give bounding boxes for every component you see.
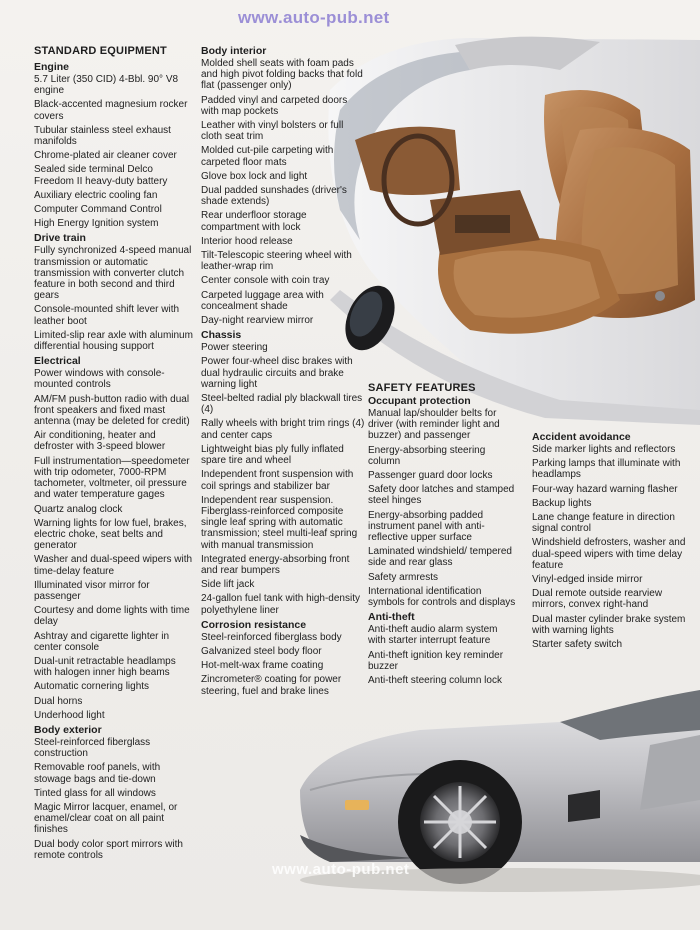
feature-item: Four-way hazard warning flasher	[532, 483, 678, 495]
feature-item: Sealed side terminal Delco Freedom II heavy-duty battery	[34, 164, 168, 187]
feature-item: 5.7 Liter (350 CID) 4-Bbl. 90° V8 engine	[34, 74, 179, 97]
feature-item: Energy-absorbing steering column	[368, 444, 486, 467]
feature-item: Removable roof panels, with stowage bags and tie-down	[34, 762, 161, 785]
feature-item: Interior hood release	[201, 235, 293, 247]
feature-item: 24-gallon fuel tank with high-density polyethylene liner	[201, 593, 360, 616]
feature-item: Tubular stainless steel exhaust manifolds	[34, 124, 171, 148]
group-title-electrical: Electrical	[34, 355, 81, 368]
feature-item: Courtesy and dome lights with time delay	[34, 605, 190, 628]
group-title-corrosion-resistance: Corrosion resistance	[201, 618, 307, 631]
group-accident-avoidance	[532, 431, 692, 650]
feature-item: Laminated windshield/ tempered side and rear glass	[368, 546, 512, 569]
feature-item: Power steering	[201, 342, 268, 354]
group-electrical	[34, 355, 194, 721]
group-anti-theft	[368, 611, 518, 686]
feature-item: Fully synchronized 4-speed manual transmission or automatic transmission with converter clutch feature in both second and third gears	[34, 245, 192, 302]
group-title-anti-theft: Anti-theft	[368, 611, 415, 624]
feature-item: Anti-theft steering column lock	[368, 675, 502, 687]
feature-item: Independent front suspension with coil springs and stabilizer bar	[201, 469, 354, 492]
feature-item: Tilt-Telescopic steering wheel with leather-wrap rim	[201, 250, 352, 273]
group-occupant-protection	[368, 395, 518, 608]
column-3	[368, 382, 518, 689]
feature-item: Console-mounted shift lever with leather boot	[34, 304, 180, 327]
feature-item: Lane change feature in direction signal control	[532, 512, 675, 535]
feature-item: Dual padded sunshades (driver's shade extends)	[201, 185, 347, 208]
feature-item: Automatic cornering lights	[34, 681, 150, 693]
feature-item: Zincrometer® coating for power steering, fuel and brake lines	[201, 674, 342, 697]
feature-item: Carpeted luggage area with concealment shade	[201, 289, 324, 312]
feature-item: Lightweight bias ply fully inflated spare tire and wheel	[201, 443, 344, 467]
watermark-top: www.auto-pub.net	[238, 8, 390, 27]
feature-item: Chrome-plated air cleaner cover	[34, 150, 177, 162]
feature-item: Underhood light	[34, 709, 105, 721]
section-title-safety-features: SAFETY FEATURES	[368, 382, 476, 394]
feature-item: Backup lights	[532, 497, 592, 509]
feature-item: Power four-wheel disc brakes with dual hydraulic circuits and brake warning light	[201, 356, 353, 390]
feature-item: Safety door latches and stamped steel hinges	[368, 484, 515, 507]
feature-item: Glove box lock and light	[201, 170, 308, 182]
feature-item: Air conditioning, heater and defroster with 3-speed blower	[34, 430, 166, 453]
group-title-body-interior: Body interior	[201, 45, 267, 57]
feature-item: Parking lamps that illuminate with headlamps	[532, 458, 681, 481]
watermark-bottom: www.auto-pub.net	[272, 861, 410, 878]
feature-item: AM/FM push-button radio with dual front speakers and fixed mast antenna (may be deleted for credit)	[34, 393, 190, 428]
feature-item: Dual-unit retractable headlamps with halogen inner high beams	[34, 655, 176, 679]
feature-item: Integrated energy-absorbing front and rear bumpers	[201, 553, 350, 576]
feature-item: Padded vinyl and carpeted doors with map pockets	[201, 94, 348, 117]
feature-item: Steel-reinforced fiberglass body	[201, 631, 342, 643]
feature-item: Passenger guard door locks	[368, 470, 493, 482]
group-title-accident-avoidance: Accident avoidance	[532, 431, 631, 443]
column-1	[34, 45, 194, 864]
feature-item: Center console with coin tray	[201, 275, 330, 287]
feature-item: Dual master cylinder brake system with warning lights	[532, 613, 686, 636]
feature-item: Power windows with console-mounted controls	[34, 368, 165, 391]
feature-item: Dual horns	[34, 695, 83, 707]
feature-item: Illuminated visor mirror for passenger	[34, 579, 150, 602]
group-title-body-exterior: Body exterior	[34, 723, 102, 736]
feature-item: Washer and dual-speed wipers with time-delay feature	[34, 554, 193, 577]
feature-item: Anti-theft audio alarm system with starter interrupt feature	[368, 624, 498, 647]
feature-item: Energy-absorbing padded instrument panel with anti-reflective upper surface	[368, 509, 485, 544]
feature-item: Steel-reinforced fiberglass construction	[34, 736, 151, 760]
feature-item: Windshield defrosters, washer and dual-speed wipers with time delay feature	[532, 537, 686, 571]
group-chassis	[201, 329, 366, 615]
feature-item: Starter safety switch	[532, 639, 623, 651]
group-title-drive-train: Drive train	[34, 232, 86, 245]
feature-item: Galvanized steel body floor	[201, 645, 322, 657]
feature-item: Black-accented magnesium rocker covers	[34, 99, 188, 122]
feature-item: Auxiliary electric cooling fan	[34, 189, 158, 201]
column-4	[532, 431, 692, 653]
feature-item: Safety armrests	[368, 571, 439, 583]
group-engine	[34, 61, 194, 229]
group-title-occupant-protection: Occupant protection	[368, 395, 471, 407]
interior-photo	[328, 37, 700, 425]
section-title-standard-equipment: STANDARD EQUIPMENT	[34, 45, 167, 57]
feature-item: Side lift jack	[201, 579, 255, 591]
group-corrosion-resistance	[201, 619, 366, 697]
feature-item: Molded shell seats with foam pads and high pivot folding backs that fold flat (passenger only)	[201, 58, 363, 92]
feature-item: Computer Command Control	[34, 204, 162, 216]
feature-item: Rear underfloor storage compartment with lock	[201, 210, 307, 233]
feature-item: Full instrumentation—speedometer with trip odometer, 7000-RPM tachometer, voltmeter, oil pressure and water temperature gages	[34, 455, 190, 501]
feature-item: Independent rear suspension. Fiberglass-reinforced composite single leaf spring with automatic transmission; steel multi-leaf spring with manual transmission	[201, 494, 358, 551]
feature-item: Hot-melt-wax frame coating	[201, 660, 324, 672]
group-body-exterior	[34, 724, 194, 861]
feature-item: Rally wheels with bright trim rings (4) and center caps	[201, 418, 365, 441]
feature-item: Dual body color sport mirrors with remote controls	[34, 838, 183, 861]
feature-item: Molded cut-pile carpeting with carpeted floor mats	[201, 145, 334, 168]
feature-item: Warning lights for low fuel, brakes, electric choke, seat belts and generator	[34, 517, 187, 552]
feature-item: Side marker lights and reflectors	[532, 444, 676, 455]
feature-item: High Energy Ignition system	[34, 218, 159, 230]
feature-item: Tinted glass for all windows	[34, 787, 156, 799]
group-drive-train	[34, 232, 194, 352]
group-title-chassis: Chassis	[201, 329, 242, 342]
feature-item: Dual remote outside rearview mirrors, convex right-hand	[532, 588, 663, 611]
feature-item: Magic Mirror lacquer, enamel, or enamel/clear coat on all paint finishes	[34, 801, 178, 836]
feature-item: Steel-belted radial ply blackwall tires (4)	[201, 393, 363, 416]
feature-item: Day-night rearview mirror	[201, 315, 314, 327]
feature-item: Ashtray and cigarette lighter in center console	[34, 630, 170, 653]
feature-item: Limited-slip rear axle with aluminum differential housing support	[34, 329, 193, 353]
feature-item: Quartz analog clock	[34, 503, 123, 515]
feature-item: Vinyl-edged inside mirror	[532, 574, 643, 586]
column-2	[201, 45, 366, 700]
feature-item: Manual lap/shoulder belts for driver (with reminder light and buzzer) and passenger	[368, 408, 500, 442]
feature-item: Anti-theft ignition key reminder buzzer	[368, 649, 504, 672]
group-title-engine: Engine	[34, 61, 70, 73]
feature-item: International identification symbols for controls and displays	[368, 585, 516, 609]
group-body-interior	[201, 45, 366, 326]
feature-item: Leather with vinyl bolsters or full cloth seat trim	[201, 120, 344, 143]
